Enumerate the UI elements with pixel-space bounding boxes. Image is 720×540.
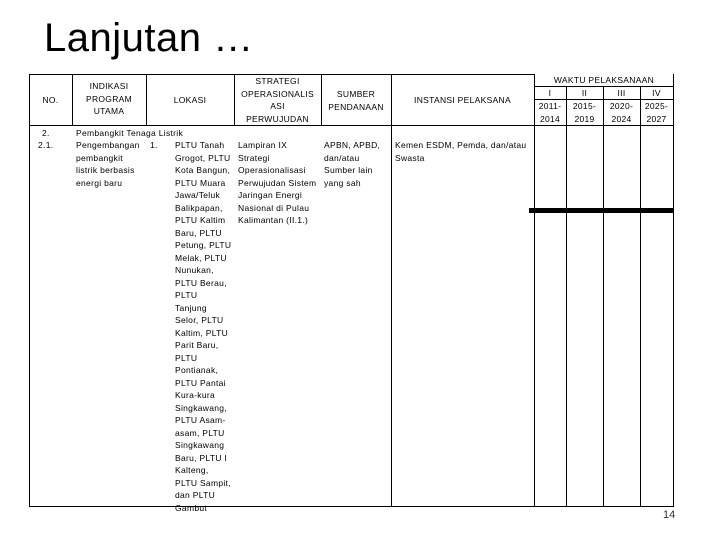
- page-number: 14: [663, 509, 676, 521]
- header-strategi: STRATEGI OPERASIONALIS ASI PERWUJUDAN: [241, 76, 314, 124]
- period-years: 2015- 2019: [572, 101, 597, 124]
- header-indikasi: INDIKASI PROGRAM UTAMA: [85, 81, 133, 116]
- header-no: NO.: [42, 95, 59, 105]
- table-bottom-border: [29, 506, 674, 507]
- col-border: [566, 86, 567, 506]
- period-years: 2025- 2027: [644, 101, 669, 124]
- indikasi-cell: Pengembangan pembangkit listrik berbasis energi baru: [76, 140, 140, 188]
- timeline-bar-period-2: [566, 208, 603, 213]
- row-section-title: Pembangkit Tenaga Listrik: [76, 128, 184, 138]
- timeline-bar-period-4: [640, 208, 673, 213]
- table-header-bottom-border: [29, 125, 674, 126]
- row-number: 2.1.: [38, 140, 54, 150]
- col-border: [673, 74, 674, 507]
- lokasi-number: 1.: [150, 140, 158, 150]
- header-waktu: WAKTU PELAKSANAAN: [553, 75, 655, 85]
- period-roman: I: [548, 88, 552, 98]
- page-title: Lanjutan …: [44, 16, 254, 60]
- period-years: 2020- 2024: [609, 101, 634, 124]
- header-instansi: INSTANSI PELAKSANA: [414, 95, 511, 105]
- lokasi-cell: PLTU Tanah Grogot, PLTU Kota Bangun, PLTU Muara Jawa/Teluk Balikpapan, PLTU Kaltim Baru, PLTU Petung, PLTU Melak, PLTU Nunukan, PLTU Berau, PLTU Tanjung Selor, PLTU Kaltim, PLTU Parit Baru, PLTU Pontianak, PLTU Pantai Kura-kura Singkawang, PLTU Asam- asam, PLTU Singkawang Baru, PLTU I Kalteng, PLTU Sampit, dan PLTU Gambut: [175, 140, 232, 513]
- row-number: 2.: [42, 128, 50, 138]
- period-roman: II: [581, 88, 588, 98]
- period-years: 2011- 2014: [538, 101, 562, 124]
- col-border: [603, 86, 604, 506]
- period-roman: IV: [652, 88, 661, 98]
- col-border: [29, 74, 30, 507]
- col-border: [640, 86, 641, 506]
- header-sumber: SUMBER PENDANAAN: [328, 89, 384, 112]
- instansi-cell: Kemen ESDM, Pemda, dan/atau Swasta: [395, 140, 527, 163]
- sumber-cell: APBN, APBD, dan/atau Sumber lain yang sah: [324, 140, 381, 188]
- timeline-bar-period-1: [529, 208, 566, 213]
- timeline-bar-period-3: [603, 208, 640, 213]
- period-roman: III: [617, 88, 626, 98]
- strategi-cell: Lampiran IX Strategi Operasionalisasi Perwujudan Sistem Jaringan Energi Nasional di Pulau Kalimantan (II.1.): [238, 140, 317, 225]
- header-lokasi: LOKASI: [173, 95, 207, 105]
